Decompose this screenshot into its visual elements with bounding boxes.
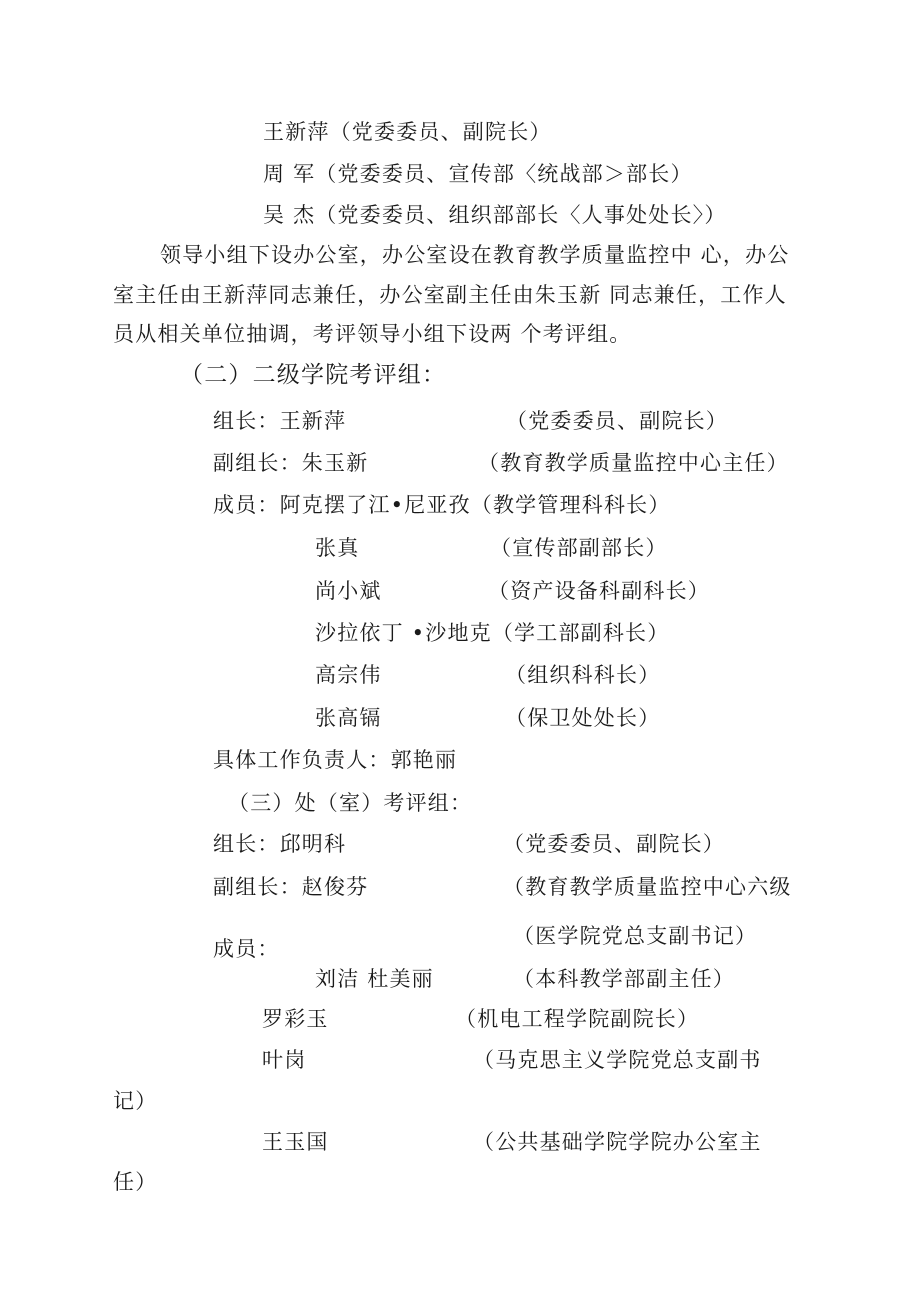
group-leader: 组长：邱明科 [213,832,347,856]
member-name: 叶岗 [262,1048,307,1072]
paragraph-line: 室主任由王新萍同志兼任，办公室副主任由朱玉新 同志兼任，工作人 [113,283,787,307]
member-name: 张高镉 [315,706,382,730]
member-role: （组织科科长） [505,663,661,687]
member-role: （马克思主义学院党总支副书 [473,1048,762,1072]
leader-line: 王新萍（党委委员、副院长） [263,120,552,144]
member-role: （宣传部副部长） [490,536,668,560]
leader-line: 周 军（党委委员、宣传部〈统战部＞部长） [263,162,693,186]
group-leader-role: （党委委员、副院长） [503,832,725,856]
member-name: 尚小斌 [315,579,382,603]
deputy-leader: 副组长：朱玉新 [213,451,369,475]
members-first-line: 成员：阿克摆了江•尼亚孜（教学管理科科长） [213,493,671,517]
group-leader: 组长：王新萍 [213,409,347,433]
member-name: 王玉国 [262,1130,329,1154]
member-role-wrap: 记） [113,1089,158,1113]
member-name: 沙拉依丁 •沙地克（学工部副科长） [315,621,670,645]
member-name: 张真 [315,536,360,560]
member-role: （保卫处处长） [505,706,661,730]
member-role: （机电工程学院副院长） [455,1007,700,1031]
members-label: 成员： [213,937,280,961]
member-name: 高宗伟 [315,663,382,687]
member-role-wrap: 任） [113,1170,158,1194]
member-name: 罗彩玉 [262,1007,329,1031]
member-role: （本科教学部副主任） [513,967,735,991]
paragraph-line: 领导小组下设办公室，办公室设在教育教学质量监控中 心，办公 [160,243,790,267]
deputy-leader-role: （教育教学质量监控中心六级 [503,875,792,899]
deputy-leader-role: （教育教学质量监控中心主任） [478,451,789,475]
group-leader-role: （党委委员、副院长） [506,409,728,433]
member-role: （公共基础学院学院办公室主 [473,1130,762,1154]
section-heading: （二）二级学院考评组： [180,362,447,388]
member-name: 刘洁 杜美丽 [315,967,434,991]
leader-line: 吴 杰（党委委员、组织部部长〈人事处处长〉） [263,203,727,227]
responsible-person: 具体工作负责人：郭艳丽 [213,748,458,772]
role-line: （医学院党总支副书记） [513,924,758,948]
deputy-leader: 副组长：赵俊芬 [213,875,369,899]
paragraph-line: 员从相关单位抽调，考评领导小组下设两 个考评组。 [113,322,632,346]
member-role: （资产设备科副科长） [488,579,710,603]
section-heading: （三）处（室）考评组： [228,791,473,815]
